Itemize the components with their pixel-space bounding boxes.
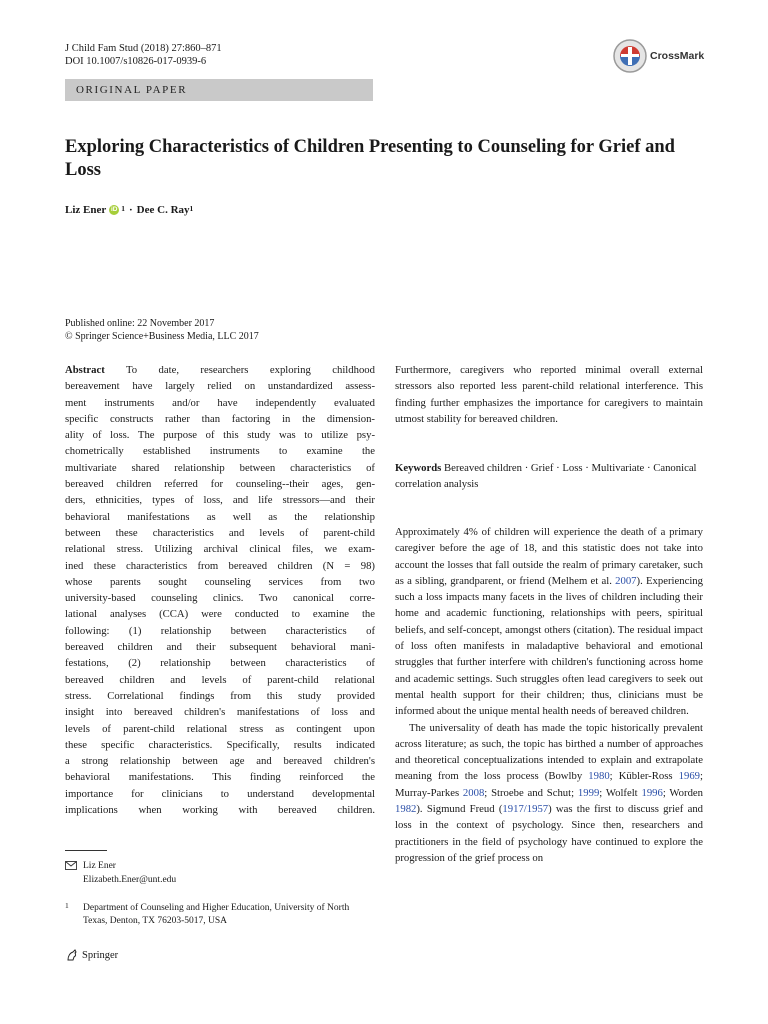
abstract-line-text: ders, ethnicities, types of loss, and life stressors—and their — [65, 494, 375, 507]
orcid-icon[interactable]: iD — [111, 206, 118, 213]
citation-link[interactable]: 1969 — [678, 770, 700, 783]
citation-link[interactable]: 1996 — [641, 786, 663, 799]
abstract-line-text: relational stress. Utilizing archival clinical files, we exam- — [65, 543, 375, 556]
abstract-line — [65, 411, 375, 427]
abstract-line-text: chometrically established instruments to examine the — [65, 445, 375, 458]
abstract-line-text: bereaved children referred for counseling--their ages, gen- — [65, 478, 375, 491]
affiliation-number: 1 — [65, 901, 69, 910]
citation-link[interactable]: 1917/1957 — [502, 803, 549, 816]
publisher-label: Springer — [82, 949, 119, 961]
abstract-line — [65, 639, 375, 655]
abstract-line — [65, 769, 375, 785]
abstract-line-text: implications when working with bereaved children. — [65, 804, 375, 817]
author-name[interactable]: Liz Ener — [65, 204, 107, 216]
abstract-line — [65, 492, 375, 508]
abstract-line-text: these specific characteristics. Specifically, results indicated — [65, 738, 375, 751]
intro-paragraph-1 — [395, 524, 703, 720]
doi[interactable]: DOI 10.1007/s10826-017-0939-6 — [65, 56, 207, 67]
contact-envelope-icon — [65, 861, 77, 875]
abstract-line — [65, 541, 375, 557]
springer-footer — [65, 948, 118, 962]
journal-citation: J Child Fam Stud (2018) 27:860–871 — [65, 43, 222, 54]
citation-link[interactable]: 1999 — [577, 786, 600, 799]
article-title: Exploring Characteristics of Children Presenting to Counseling for Grief and Loss — [65, 137, 675, 180]
abstract-line-text: levels of parent-child relational stress as contingent upon — [65, 722, 375, 735]
abstract-line — [65, 362, 375, 378]
springer-horse-icon — [65, 948, 79, 962]
text-run: ; Wolfelt — [599, 786, 642, 799]
abstract-line — [65, 688, 375, 704]
text-run: ). Experiencing such a loss impacts many facets in the lives of children including their home and academic functioning, relationships with peers, spiritual beliefs, and self-concept, amongst others (citation). The residual impact of loss often manifests in maladaptive behavioral and emotional struggles that further interfere with children's functioning across home and academic settings. Such struggles often lead caregivers to seek out mental health support for their children; thus, clinicians must be informed about the unique mental health needs of bereaved children. — [395, 574, 703, 718]
author-list: Liz Ener iD $^1$ · Dee C. Ray $^1$ — [65, 204, 194, 216]
abstract-line-text: ined these characteristics from bereaved children (N = 98) — [65, 559, 375, 572]
abstract-line-text: between these characteristics and levels of parent-child — [65, 526, 375, 539]
crossmark-label[interactable]: CrossMark — [650, 50, 705, 62]
abstract-continuation — [395, 362, 703, 427]
abstract-line — [65, 378, 375, 394]
abstract-body — [65, 362, 375, 818]
abstract-section — [65, 362, 375, 818]
abstract-line-text: behavioral manifestations as well as the relationship — [65, 510, 375, 523]
citation-link[interactable]: 1980 — [588, 770, 610, 783]
text-run: Approximately 4% of children will experience the death of a primary caregiver before the age of 18, and this statistic does not take into account the losses that fall outside the realm of primary caretaker, such as a sibling, grandparent, or friend (Melhem et al. — [395, 526, 703, 587]
abstract-label: Abstract — [65, 364, 105, 376]
intro-paragraph-2 — [395, 720, 703, 867]
text-run: ; Murray-Parkes — [395, 770, 703, 799]
copyright-notice: © Springer Science+Business Media, LLC 2017 — [65, 331, 259, 342]
published-date: Published online: 22 November 2017 — [65, 318, 215, 329]
contact-name: Liz Ener — [83, 861, 116, 871]
abstract-line — [65, 395, 375, 411]
abstract-line-text: importance for clinicians to understand developmental — [65, 787, 375, 800]
abstract-line-text: festations, (2) relationship between characteristics of — [65, 657, 375, 670]
abstract-line-text: a strong relationship between age and bereaved children's — [65, 755, 375, 768]
abstract-line — [65, 460, 375, 476]
abstract-line — [65, 558, 375, 574]
abstract-line-text: bereavement have largely relied on unstandardized assess- — [65, 380, 375, 393]
abstract-line — [65, 753, 375, 769]
text-run: ). Sigmund Freud ( — [416, 803, 503, 816]
abstract-continuation-text: Furthermore, caregivers who reported minimal overall external stressors also reported less parent-child relational interference. This finding further emphasizes the importance for caregivers to maintain utmost stability for bereaved children. — [395, 364, 703, 425]
abstract-line-text: ment instruments and/or have independently evaluated — [65, 396, 375, 409]
abstract-line — [65, 476, 375, 492]
text-run: ; Worden — [662, 786, 703, 799]
abstract-line — [65, 606, 375, 622]
keywords-list: Bereaved children · Grief · Loss · Multivariate · Canonical correlation analysis — [395, 462, 697, 491]
citation-link[interactable]: 2007 — [615, 574, 637, 587]
abstract-line-text: following: (1) relationship between characteristics of — [65, 624, 375, 637]
abstract-line-text: whose parents sought counseling services from two — [65, 575, 375, 588]
abstract-line-text: insight into bereaved children's manifestations of loss and — [65, 706, 375, 719]
text-run: The universality of death has made the topic historically prevalent across literature; as such, the topic has birthed a number of approaches and theoretical conceptualizations intended to explain and extrapolate meaning from the loss process (Bowlby — [395, 721, 703, 783]
abstract-line — [65, 525, 375, 541]
citation-link[interactable]: 1982 — [395, 803, 417, 816]
abstract-line-text: To date, researchers exploring childhood — [104, 364, 375, 376]
abstract-line-text: specific constructs rather than factoring in the dimension- — [65, 412, 375, 425]
contact-email[interactable]: Elizabeth.Ener@unt.edu — [83, 875, 177, 885]
abstract-line — [65, 802, 375, 818]
crossmark-logo[interactable] — [612, 38, 652, 78]
author-name[interactable]: Dee C. Ray — [136, 204, 190, 216]
text-run: ; Stroebe and Schut; — [484, 786, 578, 799]
introduction-body — [395, 524, 703, 866]
crossmark-icon — [612, 38, 648, 74]
abstract-line — [65, 737, 375, 753]
footnote-rule — [65, 850, 107, 851]
abstract-line — [65, 655, 375, 671]
abstract-line — [65, 574, 375, 590]
abstract-line — [65, 509, 375, 525]
keywords-label: Keywords — [395, 462, 442, 474]
text-run: ) was the first to discuss grief and loss in the context of psychology. Since then, researchers and practitioners in the field of psychology have continued to explore the progression of the grief process on — [395, 803, 704, 864]
abstract-line — [65, 704, 375, 720]
abstract-line — [65, 672, 375, 688]
abstract-line — [65, 721, 375, 737]
abstract-line-text: ality of loss. The purpose of this study was to utilize psy- — [65, 429, 375, 442]
abstract-line — [65, 427, 375, 443]
abstract-line — [65, 623, 375, 639]
abstract-line-text: lational analyses (CCA) were conducted to examine the — [65, 608, 375, 621]
affiliation-text: Department of Counseling and Higher Education, University of North Texas, Denton, TX 76203-5017, USA — [83, 903, 350, 926]
abstract-line — [65, 443, 375, 459]
abstract-line-text: bereaved children and their subsequent behavioral mani- — [65, 641, 375, 654]
abstract-line — [65, 590, 375, 606]
abstract-line-text: behavioral manifestations. This finding reinforced the — [65, 771, 375, 784]
abstract-line-text: bereaved children and levels of parent-child relational — [65, 673, 375, 686]
abstract-line-text: multivariate shared relationship between characteristics of — [65, 461, 375, 474]
article-type-banner: ORIGINAL PAPER — [65, 79, 373, 101]
abstract-line-text: stress. Correlational findings from this study provided — [65, 689, 375, 702]
citation-link[interactable]: 2008 — [462, 786, 485, 799]
abstract-line — [65, 786, 375, 802]
text-run: ; Kübler-Ross — [609, 770, 679, 783]
author-separator: · — [129, 204, 133, 216]
abstract-line-text: university-based counseling clinics. Two canonical corre- — [65, 592, 375, 605]
keywords-section — [395, 460, 703, 493]
